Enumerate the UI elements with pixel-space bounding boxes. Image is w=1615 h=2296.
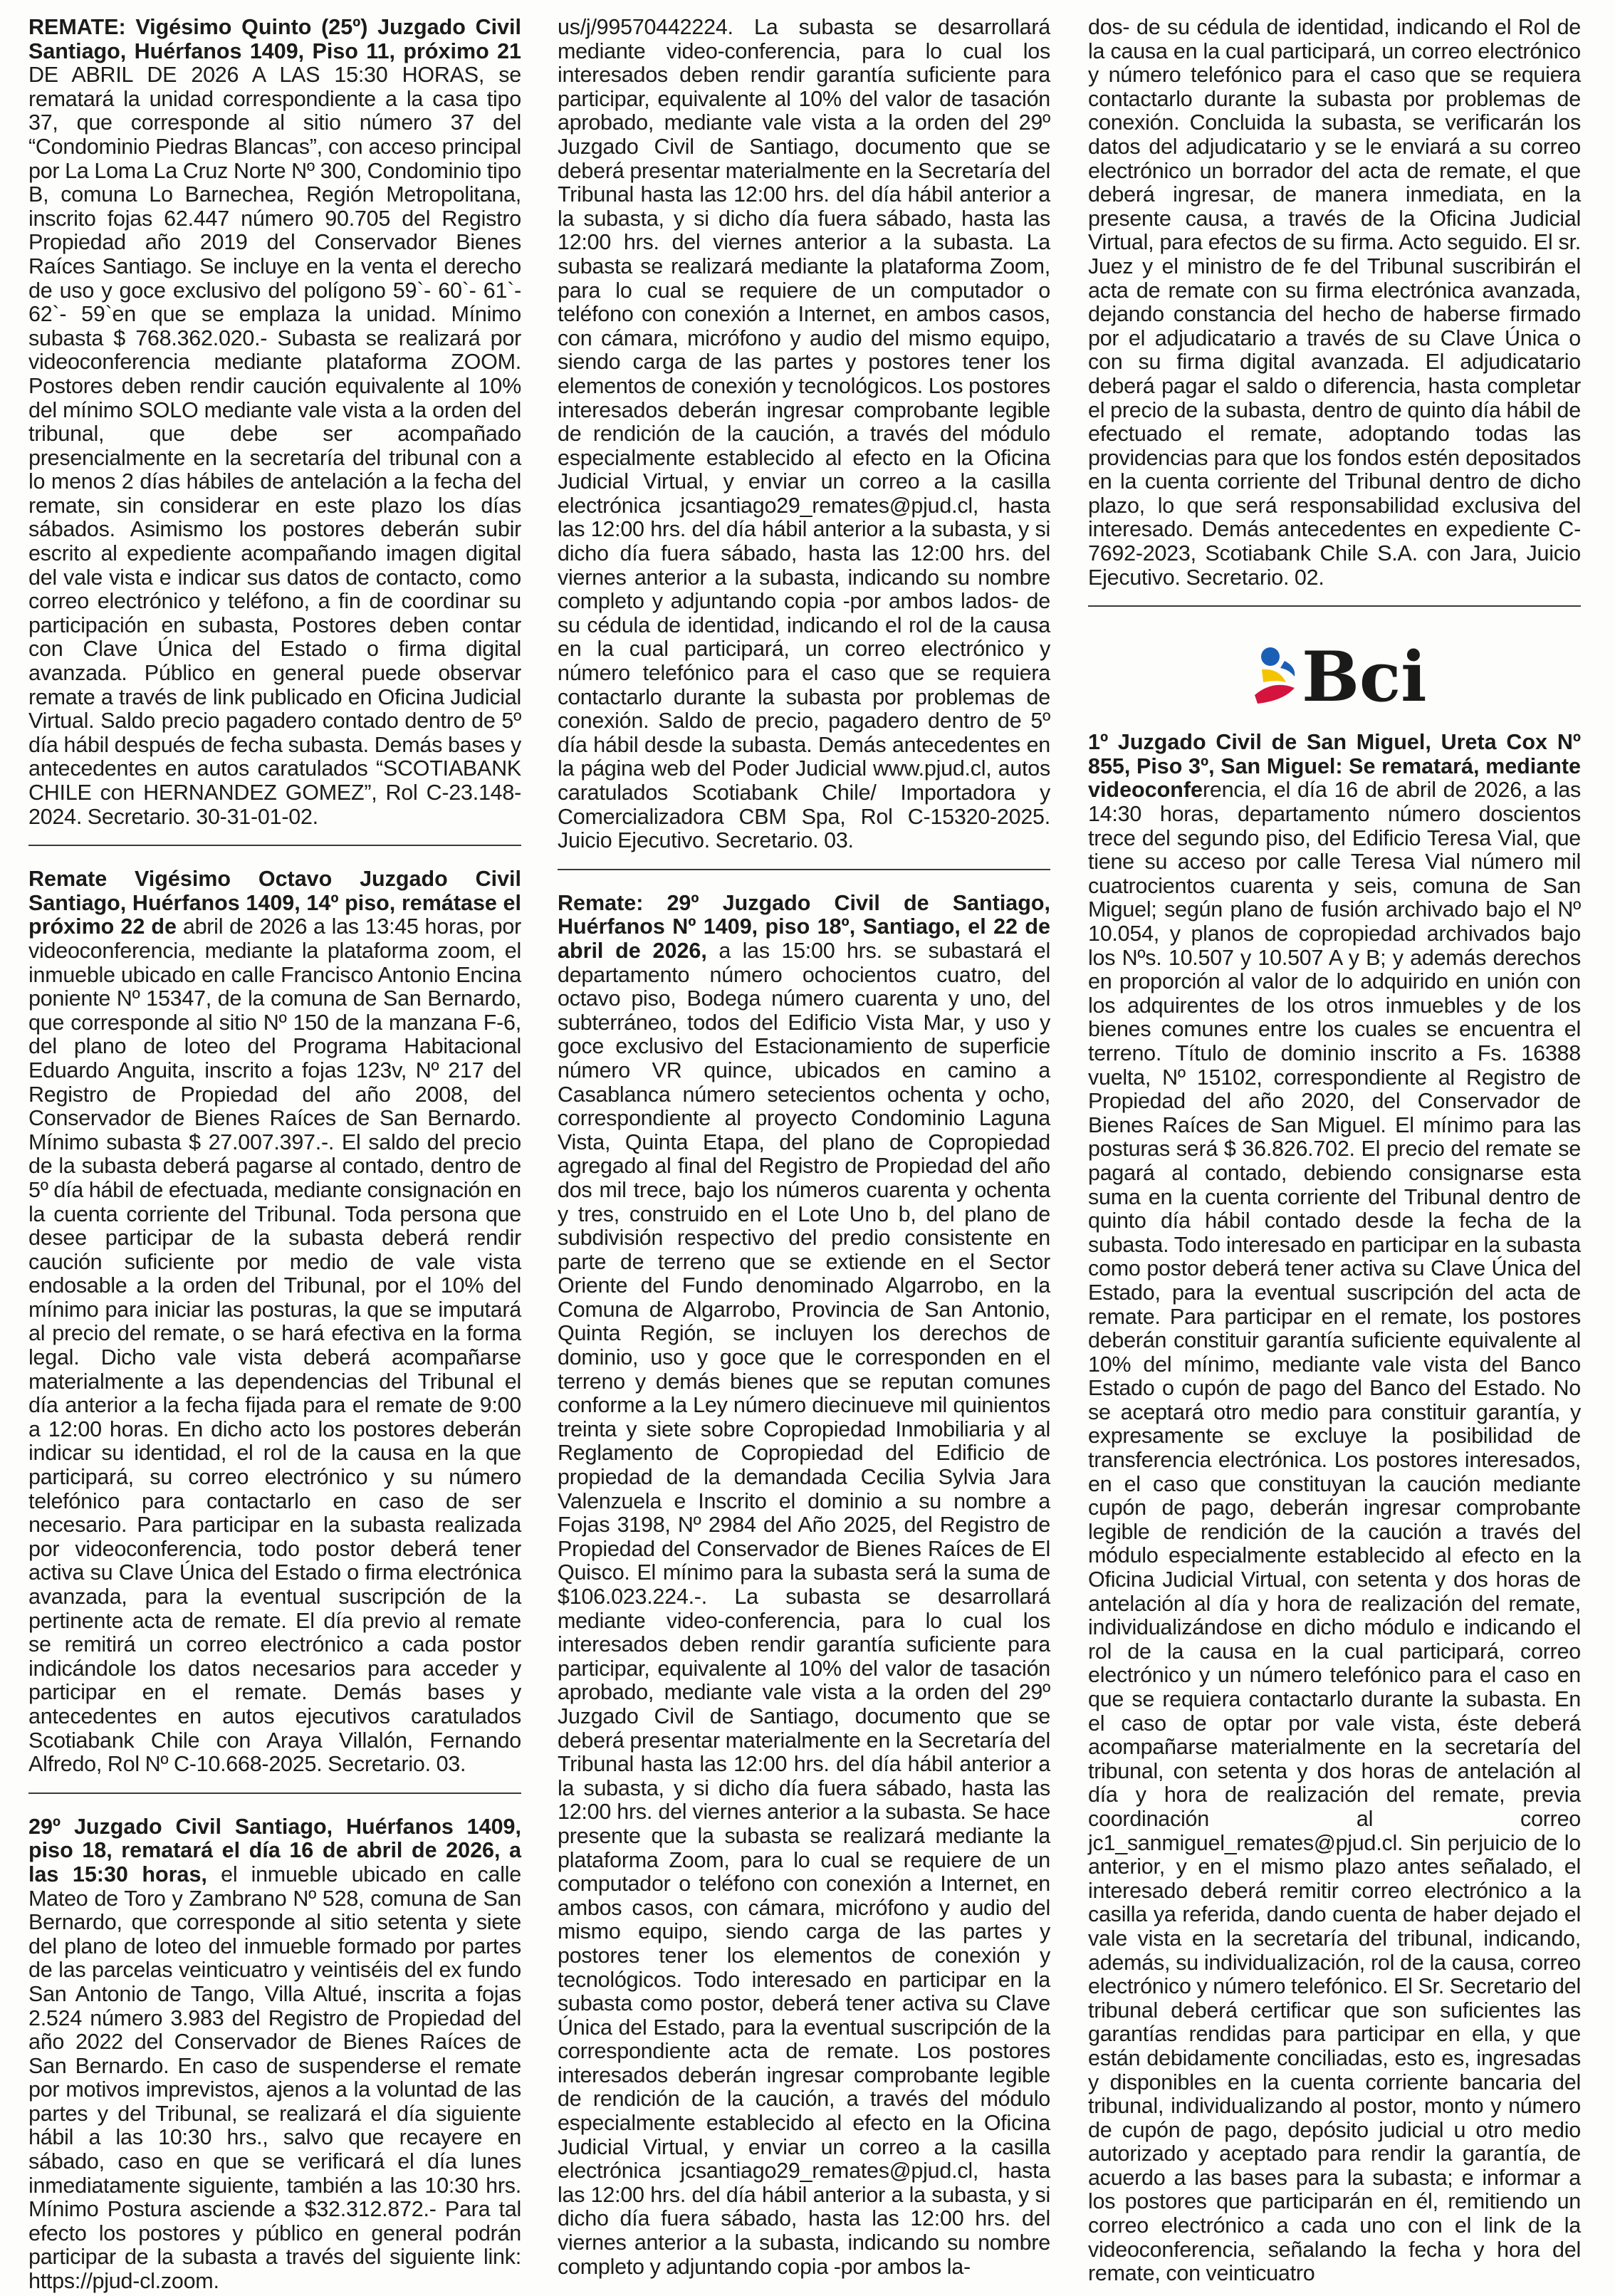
column-2 xyxy=(558,16,1050,2279)
notice-remate-29-juzgado-san-bernardo xyxy=(28,1815,521,2294)
bci-logo-icon xyxy=(1242,635,1427,714)
notice-heading: 29º Juzgado Civil Santiago, Huérfanos 1409, piso 18, rematará el día 16 de abril de 2026, a las 15:30 horas, xyxy=(28,1814,521,1887)
divider xyxy=(1088,605,1581,607)
logo-wordmark: Bci xyxy=(1302,637,1427,714)
notice-remate-29-juzgado-algarrobo xyxy=(558,892,1050,2279)
notice-continuation xyxy=(558,16,1050,853)
divider xyxy=(28,1793,521,1794)
column-3 xyxy=(1088,16,1581,2286)
logo-swoosh-yellow xyxy=(1262,669,1286,682)
bci-logo xyxy=(1088,628,1581,721)
notice-heading: 1º Juzgado Civil de San Miguel, Ureta Cox Nº 855, Piso 3º, San Miguel: Se rematará, mediante videoconfe xyxy=(1088,730,1581,803)
notice-remate-28-juzgado xyxy=(28,867,521,1777)
notice-heading: REMATE: Vigésimo Quinto (25º) Juzgado Civil Santiago, Huérfanos 1409, Piso 11, próximo 21 xyxy=(28,15,521,63)
notice-heading: Remate Vigésimo Octavo Juzgado Civil Santiago, Huérfanos 1409, 14º piso, remátase el próximo 22 de xyxy=(28,867,521,939)
logo-swoosh-blue xyxy=(1280,661,1295,677)
notice-body: us/j/99570442224. La subasta se desarrollará mediante video-conferencia, para lo cual los interesados deben rendir garantía suficiente para participar, equivalente al 10% del valor de tasación aprobado, mediante vale vista a la orden del 29º Juzgado Civil de Santiago, documento que se deberá presentar materialmente en la Secretaría del Tribunal hasta las 12:00 hrs. del día hábil anterior a la subasta, y si dicho día fuera sábado, hasta las 12:00 hrs. del viernes anterior a la subasta. La subasta se realizará mediante la plataforma Zoom, para lo cual se requiere de un computador o teléfono con conexión a Internet, en ambos casos, con cámara, micrófono y audio del mismo equipo, siendo carga de las partes y postores tener los elementos de conexión y tecnológicos. Los postores interesados deberán ingresar comprobante legible de rendición de la caución, a través del módulo especialmente establecido al efecto en la Oficina Judicial Virtual, y enviar un correo a la casilla electrónica jcsantiago29_remates@pjud.cl, hasta las 12:00 hrs. del día hábil anterior a la subasta, y si dicho día fuera sábado, hasta las 12:00 hrs. del viernes anterior a la subasta, indicando su nombre completo y adjuntando copia -por ambos lados- de su cédula de identidad, indicando el rol de la causa en la cual participará, un correo electrónico y número telefónico para el caso que se requiera contactarlo durante la subasta por problemas de conexión. Saldo de precio, pagadero dentro de 5º día hábil desde la subasta. Demás antecedentes en la página web del Poder Judicial www.pjud.cl, autos caratulados Scotiabank Chile/ Importadora y Comercializadora CBM Spa, Rol C-15320-2025. Juicio Ejecutivo. Secretario. 03. xyxy=(558,15,1050,853)
notice-body: el inmueble ubicado en calle Mateo de Toro y Zambrano Nº 528, comuna de San Bernardo, que corresponde al sitio setenta y siete del plano de loteo del inmueble formado por partes de las parcelas veinticuatro y veintiséis del ex fundo San Antonio de Tango, Villa Altué, inscrita a fojas 2.524 número 3.983 del Registro de Propiedad del año 2022 del Conservador de Bienes Raíces de San Bernardo. En caso de suspenderse el remate por motivos imprevistos, ajenos a la voluntad de las partes y del Tribunal, se realizará el día siguiente hábil a las 10:30 hrs., salvo que recayere en sábado, caso en que se verificará el día lunes inmediatamente siguiente, también a las 10:30 hrs. Mínimo Postura asciende a $32.312.872.- Para tal efecto los postores y público en general podrán participar de la subasta a través del siguiente link: https://pjud-cl.zoom. xyxy=(28,1862,522,2294)
notice-heading: Remate: 29º Juzgado Civil de Santiago, Huérfanos Nº 1409, piso 18º, Santiago, el 22 de abril de 2026, xyxy=(558,890,1050,963)
notice-remate-1-juzgado-san-miguel xyxy=(1088,731,1581,2286)
notice-body: rencia, el día 16 de abril de 2026, a las 14:30 horas, departamento número doscientos trece del segundo piso, del Edificio Teresa Vial, que tiene su acceso por calle Teresa Vial número mil cuatrocientos cuarenta y seis, comuna de San Miguel; según plano de fusión archivado bajo el Nº 10.054, y planos de copropiedad archivados bajo los Nºs. 10.507 y 10.507 A y B; y además derechos en proporción al valor de lo adquirido en unión con los adquirentes de los otros inmuebles y de los bienes comunes entre los cuales se encuentra el terreno. Título de dominio inscrito a Fs. 16388 vuelta, Nº 15102, correspondiente al Registro de Propiedad del año 2020, del Conservador de Bienes Raíces de San Miguel. El mínimo para las posturas será $ 36.826.702. El precio del remate se pagará al contado, debiendo consignarse esta suma en la cuenta corriente del Tribunal dentro de quinto día hábil contado desde la fecha de la subasta. Todo interesado en participar en la subasta como postor deberá tener activa su Clave Única del Estado, para la eventual suscripción del acta de remate. Para participar en el remate, los postores deberán constituir garantía suficiente equivalente al 10% del mínimo, mediante vale vista del Banco Estado o cupón de pago del Banco del Estado. No se aceptará otro medio para constituir garantía, y expresamente se excluye la posibilidad de transferencia electrónica. Los postores interesados, en el caso que constituyan la caución mediante cupón de pago, deberán ingresar comprobante legible de rendición de la caución a través del módulo especialmente establecido al efecto en la Oficina Judicial Virtual, con setenta y dos horas de antelación al día y hora de realización del remate, individualizándose en dicho módulo e indicando el rol de la causa en la cual participará, correo electrónico y un número telefónico para el caso en que se requiera contactarlo durante la subasta. En el caso de optar por vale vista, éste deberá acompañarse materialmente en la secretaría del tribunal, con setenta y dos horas de antelación al día y hora de realización del remate, previa coordinación al correo jc1_sanmiguel_remates@pjud.cl. Sin perjuicio de lo anterior, y en el mismo plazo antes señalado, el interesado deberá remitir correo electrónico a la casilla ya referida, dando cuenta de haber dejado el vale vista en la secretaría del tribunal, indicando, además, su individualización, rol de la causa, correo electrónico y número telefónico. El Sr. Secretario del tribunal deberá certificar que son suficientes las garantías rendidas para participar en ella, y que están debidamente conciliadas, esto es, ingresadas y disponibles en la cuenta corriente bancaria del tribunal, individualizando al postor, monto y número de cupón de pago, depósito judicial u otro medio autorizado y aceptado para rendir la garantía, de acuerdo a las bases para la subasta; e informar a los postores que participarán en él, remitiendo un correo electrónico a cada uno con el link de la videoconferencia, señalando la fecha y hora del remate, con veinticuatro xyxy=(1088,778,1581,2286)
notice-remate-25-juzgado xyxy=(28,16,521,829)
notice-body: abril de 2026 a las 13:45 horas, por videoconferencia, mediante la plataforma zoom, el inmueble ubicado en calle Francisco Antonio Encina poniente Nº 15347, de la comuna de San Bernardo, que corresponde al sitio Nº 150 de la manzana F-6, del plano de loteo del Programa Habitacional Eduardo Anguita, inscrito a fojas 123v, Nº 217 del Registro de Propiedad del año 2008, del Conservador de Bienes Raíces de San Bernardo. Mínimo subasta $ 27.007.397.-. El saldo del precio de la subasta deberá pagarse al contado, dentro de 5º día hábil de efectuada, mediante consignación en la cuenta corriente del Tribunal. Toda persona que desee participar de la subasta deberá rendir caución suficiente por medio de vale vista endosable a la orden del Tribunal, por el 10% del mínimo para iniciar las posturas, la que se imputará al precio del remate, o se hará efectiva en la forma legal. Dicho vale vista deberá acompañarse materialmente a las dependencias del Tribunal el día anterior a la fecha fijada para el remate de 9:00 a 12:00 horas. En dicho acto los postores deberán indicar su identidad, el rol de la causa en la que participará, su correo electrónico y su número telefónico para contactarlo en caso de ser necesario. Para participar en la subasta realizada por videoconferencia, todo postor deberá tener activa su Clave Única del Estado o firma electrónica avanzada, para la eventual suscripción de la pertinente acta de remate. El día previo al remate se remitirá un correo electrónico a cada postor indicándole los datos necesarios para acceder y participar en el remate. Demás bases y antecedentes en autos ejecutivos caratulados Scotiabank Chile con Araya Villalón, Fernando Alfredo, Rol Nº C-10.668-2025. Secretario. 03. xyxy=(28,914,521,1777)
divider xyxy=(558,869,1050,870)
notice-body: a las 15:00 hrs. se subastará el departamento número ochocientos cuatro, del octavo piso, Bodega número cuarenta y uno, del subterráneo, todos del Edificio Vista Mar, y uso y goce exclusivo del Estacionamiento de superficie número VR quince, ubicados en camino a Casablanca número setecientos ochenta y ocho, correspondiente al proyecto Condominio Laguna Vista, Quinta Etapa, del plano de Copropiedad agregado al final del Registro de Propiedad del año dos mil trece, bajo los números cuarenta y ochenta y tres, construido en el Lote Uno b, del plano de subdivisión respectivo del predio consistente en parte de terreno que se extiende en el Sector Oriente del Fundo denominado Algarrobo, en la Comuna de Algarrobo, Provincia de San Antonio, Quinta Región, se incluyen los derechos de dominio, uso y goce que le corresponden en el terreno y demás bienes que se reputan comunes conforme a la Ley número diecinueve mil quinientos treinta y siete sobre Copropiedad Inmobiliaria y al Reglamento de Copropiedad del Edificio de propiedad de la demandada Cecilia Sylvia Jara Valenzuela e Inscrito el dominio a su nombre a Fojas 3198, Nº 2984 del Año 2025, del Registro de Propiedad del Conservador de Bienes Raíces de El Quisco. El mínimo para la subasta será la suma de $106.023.224.-. La subasta se desarrollará mediante video-conferencia, para lo cual los interesados deben rendir garantía suficiente para participar, equivalente al 10% del valor de tasación aprobado, mediante vale vista a la orden del 29º Juzgado Civil de Santiago, documento que se deberá presentar materialmente en la Secretaría del Tribunal hasta las 12:00 hrs. del día hábil anterior a la subasta, y si dicho día fuera sábado, hasta las 12:00 hrs. del viernes anterior a la subasta. Se hace presente que la subasta se realizará mediante la plataforma Zoom, para lo cual se requiere de un computador o teléfono con conexión a Internet, en ambos casos, con cámara, micrófono y audio del mismo equipo, siendo carga de las partes y postores tener los elementos de conexión y tecnológicos. Todo interesado en participar en la subasta como postor, deberá tener activa su Clave Única del Estado, para la eventual suscripción de la correspondiente acta de remate. Los postores interesados deberán ingresar comprobante legible de rendición de la caución, a través del módulo especialmente establecido al efecto en la Oficina Judicial Virtual, y enviar un correo a la casilla electrónica jcsantiago29_remates@pjud.cl, hasta las 12:00 hrs. del día hábil anterior a la subasta, y si dicho día fuera sábado, hasta las 12:00 hrs. del viernes anterior a la subasta, indicando su nombre completo y adjuntando copia -por ambos la- xyxy=(558,938,1050,2279)
notice-body: DE ABRIL DE 2026 A LAS 15:30 HORAS, se rematará la unidad correspondiente a la casa tipo 37, que corresponde al sitio número 37 del “Condominio Piedras Blancas”, con acceso principal por La Loma La Cruz Norte Nº 300, Condominio tipo B, comuna Lo Barnechea, Región Metropolitana, inscrito fojas 62.447 número 90.705 del Registro Propiedad año 2019 del Conservador Bienes Raíces Santiago. Se incluye en la venta el derecho de uso y goce exclusivo del polígono 59`- 60`- 61`- 62`- 59`en que se emplaza la unidad. Mínimo subasta $ 768.362.020.- Subasta se realizará por videoconferencia mediante plataforma ZOOM. Postores deben rendir caución equivalente al 10% del mínimo SOLO mediante vale vista a la orden del tribunal, que debe ser acompañado presencialmente en la secretaría del tribunal con a lo menos 2 días hábiles de antelación a la fecha del remate, sin considerar en este plazo los días sábados. Asimismo los postores deberán subir escrito al expediente acompañando imagen digital del vale vista e indicar sus datos de contacto, como correo electrónico y teléfono, a fin de coordinar su participación en subasta, Postores deben contar con Clave Única del Estado o firma digital avanzada. Público en general puede observar remate a través de link publicado en Oficina Judicial Virtual. Saldo precio pagadero contado dentro de 5º día hábil después de fecha subasta. Demás bases y antecedentes en autos caratulados “SCOTIABANK CHILE con HERNANDEZ GOMEZ”, Rol C-23.148-2024. Secretario. 30-31-01-02. xyxy=(28,63,521,829)
divider xyxy=(28,845,521,846)
notice-continuation xyxy=(1088,16,1581,590)
column-1 xyxy=(28,16,521,2294)
notice-body: dos- de su cédula de identidad, indicando el Rol de la causa en la cual participará, un correo electrónico y número telefónico para el caso que se requiera contactarlo durante la subasta por problemas de conexión. Concluida la subasta, se verificarán los datos del adjudicatario y se le enviará a su correo electrónico un borrador del acta de remate, el que deberá ingresar, de manera inmediata, en la presente causa, a través de la Oficina Judicial Virtual, para efectos de su firma. Acto seguido. El sr. Juez y el ministro de fe del Tribunal suscribirán el acta de remate con su firma electrónica avanzada, dejando constancia del hecho de haberse firmado por el adjudicatario a través de su Clave Única o con su firma digital avanzada. El adjudicatario deberá pagar el saldo o diferencia, hasta completar el precio de la subasta, dentro de quinto día hábil de efectuado el remate, adoptando todas las providencias para que los fondos estén depositados en la cuenta corriente del Tribunal dentro de dicho plazo, lo que será responsabilidad exclusiva del interesado. Demás antecedentes en expediente C-7692-2023, Scotiabank Chile S.A. con Jara, Juicio Ejecutivo. Secretario. 02. xyxy=(1088,15,1581,590)
logo-dot-blue xyxy=(1261,647,1280,666)
logo-swoosh-red xyxy=(1255,685,1295,704)
